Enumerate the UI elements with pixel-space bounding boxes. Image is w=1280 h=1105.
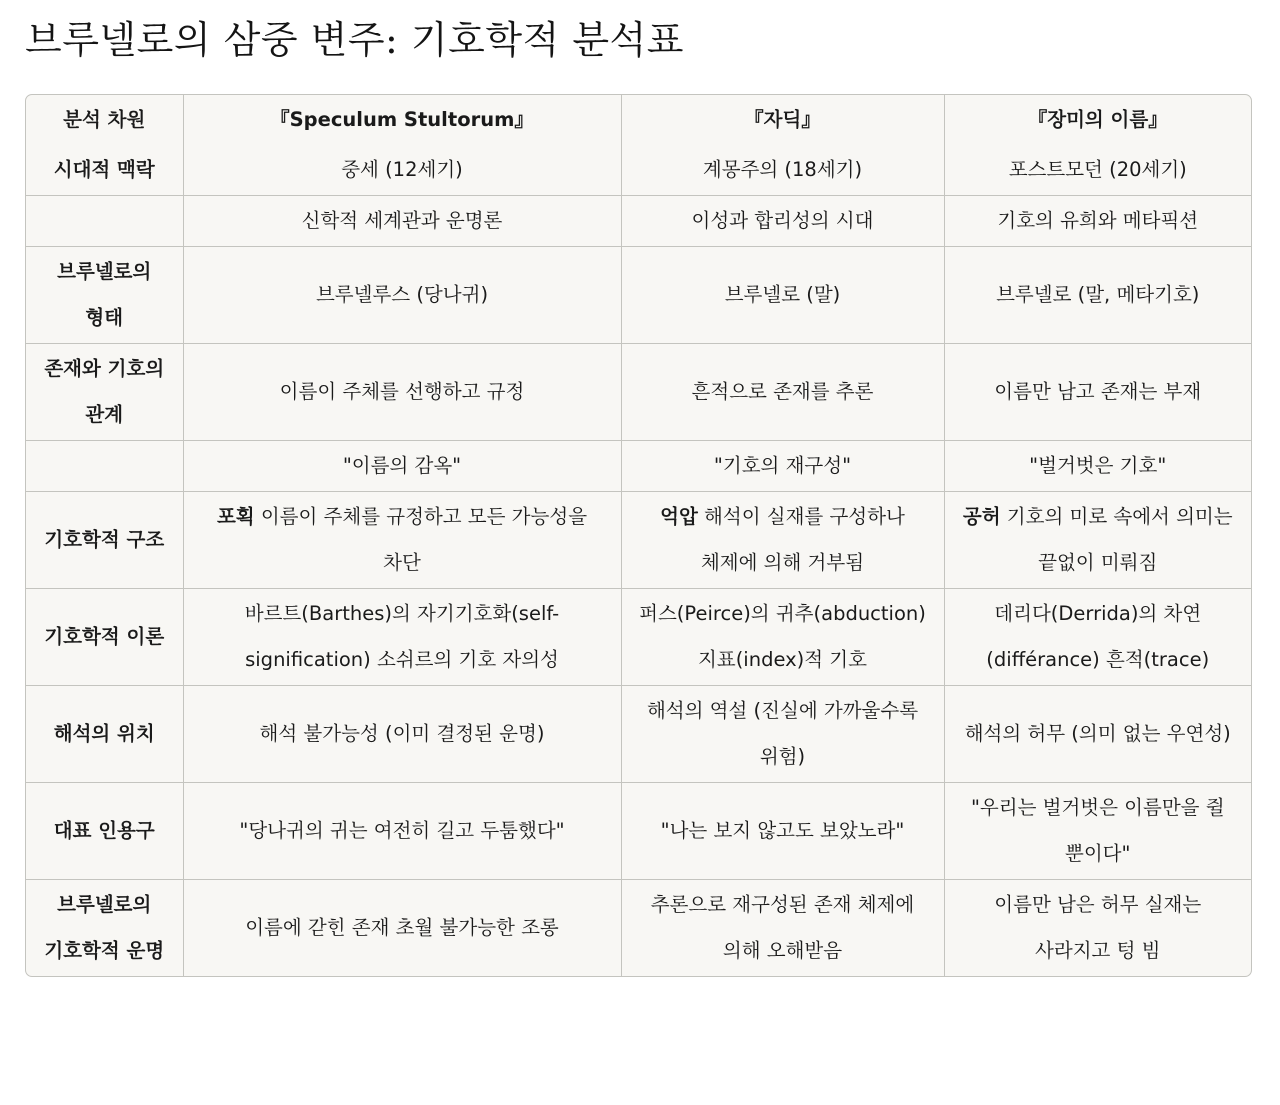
row-label: 브루넬로의 형태 bbox=[26, 247, 183, 344]
row-label: 기호학적 구조 bbox=[26, 492, 183, 589]
header-speculum-stultorum: 『Speculum Stultorum』 bbox=[183, 95, 621, 145]
row-label: 기호학적 이론 bbox=[26, 589, 183, 686]
table-cell: 퍼스(Peirce)의 귀추(abduction) 지표(index)적 기호 bbox=[621, 589, 944, 686]
table-cell: 해석 불가능성 (이미 결정된 운명) bbox=[183, 686, 621, 783]
table-cell: 이름만 남고 존재는 부재 bbox=[944, 344, 1251, 441]
table-cell: 이름이 주체를 선행하고 규정 bbox=[183, 344, 621, 441]
row-label: 브루넬로의 기호학적 운명 bbox=[26, 880, 183, 977]
header-dimension: 분석 차원 bbox=[26, 95, 183, 145]
table-cell: 신학적 세계관과 운명론 bbox=[183, 196, 621, 247]
table-cell bbox=[183, 492, 621, 589]
table-cell: "당나귀의 귀는 여전히 길고 두툼했다" bbox=[183, 783, 621, 880]
table-row bbox=[26, 145, 1251, 196]
table-cell: 브루넬루스 (당나귀) bbox=[183, 247, 621, 344]
analysis-table-container bbox=[25, 94, 1252, 977]
page-title: 브루넬로의 삼중 변주: 기호학적 분석표 bbox=[25, 18, 684, 62]
cell-keyword: 억압 bbox=[660, 505, 698, 528]
row-label: 존재와 기호의 관계 bbox=[26, 344, 183, 441]
table-cell: 흔적으로 존재를 추론 bbox=[621, 344, 944, 441]
table-row bbox=[26, 492, 1251, 589]
header-name-of-the-rose: 『장미의 이름』 bbox=[1027, 108, 1168, 131]
table-cell: 브루넬로 (말, 메타기호) bbox=[944, 247, 1251, 344]
table-cell: 해석의 역설 (진실에 가까울수록 위험) bbox=[621, 686, 944, 783]
row-label bbox=[26, 196, 183, 247]
table-row bbox=[26, 783, 1251, 880]
row-label: 해석의 위치 bbox=[26, 686, 183, 783]
table-cell: 기호의 유희와 메타픽션 bbox=[944, 196, 1251, 247]
table-row bbox=[26, 196, 1251, 247]
row-label bbox=[26, 441, 183, 492]
analysis-table bbox=[26, 95, 1251, 976]
table-cell: 이름만 남은 허무 실재는 사라지고 텅 빔 bbox=[994, 893, 1202, 962]
table-cell: 해석의 허무 (의미 없는 우연성) bbox=[944, 686, 1251, 783]
table-cell: 이성과 합리성의 시대 bbox=[621, 196, 944, 247]
cell-keyword: 포획 bbox=[216, 505, 255, 528]
table-cell: 계몽주의 (18세기) bbox=[621, 145, 944, 196]
cell-text: 해석이 실재를 구성하나 체제에 의해 거부됨 bbox=[700, 505, 905, 574]
cell-text: 이름이 주체를 규정하고 모든 가능성을 차단 bbox=[260, 505, 588, 574]
cell-text: 기호의 미로 속에서 의미는 끝없이 미뤄짐 bbox=[1006, 505, 1233, 574]
table-cell bbox=[944, 492, 1251, 589]
table-cell: 추론으로 재구성된 존재 체제에 의해 오해받음 bbox=[621, 880, 944, 977]
table-cell: 중세 (12세기) bbox=[183, 145, 621, 196]
table-cell: 데리다(Derrida)의 차연(différance) 흔적(trace) bbox=[944, 589, 1251, 686]
table-row bbox=[26, 344, 1251, 441]
table-row bbox=[26, 441, 1251, 492]
table-cell: 이름에 갇힌 존재 초월 불가능한 조롱 bbox=[183, 880, 621, 977]
table-cell: "기호의 재구성" bbox=[621, 441, 944, 492]
table-cell bbox=[621, 492, 944, 589]
table-row bbox=[26, 880, 1251, 977]
table-cell: "벌거벗은 기호" bbox=[944, 441, 1251, 492]
table-cell: "이름의 감옥" bbox=[183, 441, 621, 492]
table-body bbox=[26, 145, 1251, 976]
row-label: 대표 인용구 bbox=[26, 783, 183, 880]
table-cell: 바르트(Barthes)의 자기기호화(self-signification) 소쉬르의 기호 자의성 bbox=[183, 589, 621, 686]
table-cell: 브루넬로 (말) bbox=[621, 247, 944, 344]
table-cell: 포스트모던 (20세기) bbox=[944, 145, 1251, 196]
table-cell: "우리는 벌거벗은 이름만을 쥘 뿐이다" bbox=[944, 783, 1251, 880]
table-header-row bbox=[26, 95, 1251, 145]
table-row bbox=[26, 247, 1251, 344]
table-row bbox=[26, 686, 1251, 783]
header-zadig: 『자딕』 bbox=[621, 95, 944, 145]
cell-keyword: 공허 bbox=[962, 505, 1001, 528]
table-cell: "나는 보지 않고도 보았노라" bbox=[621, 783, 944, 880]
row-label: 시대적 맥락 bbox=[26, 145, 183, 196]
table-row bbox=[26, 589, 1251, 686]
